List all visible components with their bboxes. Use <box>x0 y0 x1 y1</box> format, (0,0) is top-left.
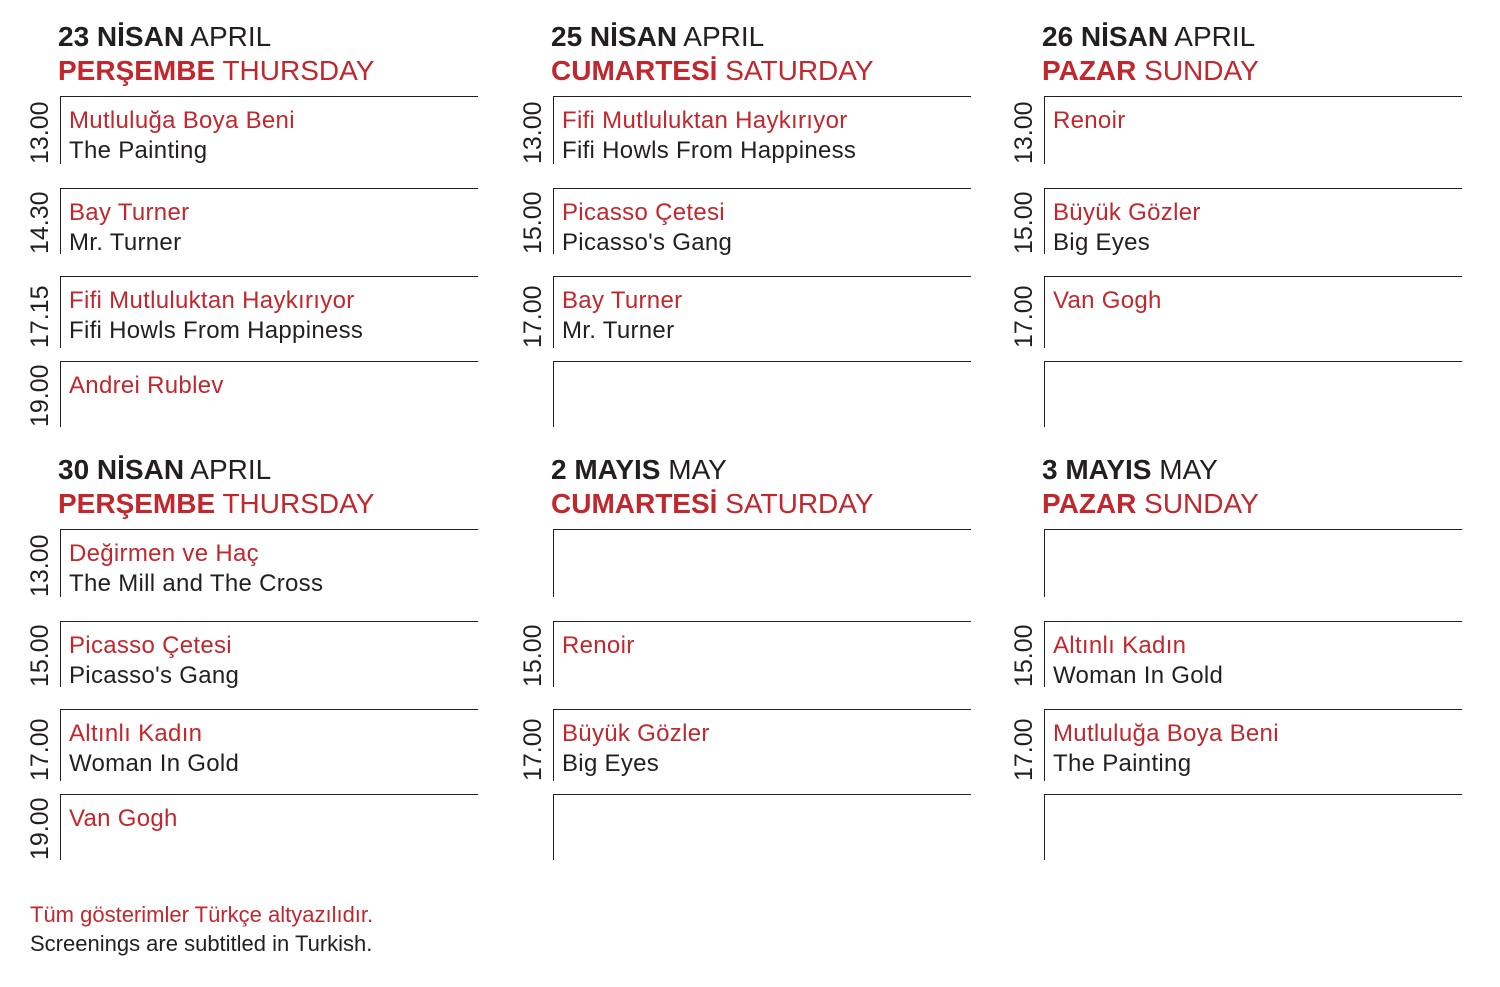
month-en: APRIL <box>1174 21 1256 52</box>
screening-time: 17.00 <box>519 285 547 348</box>
day-header <box>58 20 374 88</box>
screening-slot <box>26 621 478 689</box>
screening-slot <box>519 188 971 256</box>
screening-time: 13.00 <box>26 101 54 164</box>
subtitle-note-tr: Tüm gösterimler Türkçe altyazılıdır. <box>30 902 374 927</box>
screening-slot <box>1014 529 1462 597</box>
date-line <box>551 453 874 487</box>
weekday-tr: PERŞEMBE <box>58 55 216 86</box>
film-title-en: The Painting <box>69 137 208 164</box>
film-title-en: Big Eyes <box>562 750 660 777</box>
screening-slot <box>26 361 478 427</box>
screening-time: 15.00 <box>519 191 547 254</box>
film-title-en: Mr. Turner <box>562 317 675 344</box>
screening-slot <box>26 794 478 860</box>
weekday-en: THURSDAY <box>222 55 375 86</box>
film-title-tr: Mutluluğa Boya Beni <box>1053 720 1279 747</box>
weekday-line <box>1042 487 1259 521</box>
date-tr: 25 NİSAN <box>551 21 678 52</box>
subtitle-note-en: Screenings are subtitled in Turkish. <box>30 931 373 956</box>
date-tr: 30 NİSAN <box>58 454 185 485</box>
screening-time: 19.00 <box>26 364 54 427</box>
screening-slot <box>26 529 478 597</box>
weekday-tr: CUMARTESİ <box>551 488 718 519</box>
screening-time: 15.00 <box>519 624 547 687</box>
film-title-en: The Mill and The Cross <box>69 570 324 597</box>
film-title-tr: Değirmen ve Haç <box>69 540 259 567</box>
date-line <box>58 453 374 487</box>
day-header <box>58 453 374 521</box>
film-title-en: The Painting <box>1053 750 1192 777</box>
film-title-tr: Andrei Rublev <box>69 372 224 399</box>
slot-frame <box>553 794 971 860</box>
day-header <box>551 453 874 521</box>
screening-time: 14.30 <box>26 191 54 254</box>
date-line <box>58 20 374 54</box>
screening-slot <box>523 529 971 597</box>
screening-time: 15.00 <box>1010 624 1038 687</box>
weekday-en: THURSDAY <box>222 488 375 519</box>
screening-slot <box>26 709 478 781</box>
screening-time: 17.00 <box>1010 285 1038 348</box>
month-en: MAY <box>1159 454 1218 485</box>
screening-time: 13.00 <box>26 534 54 597</box>
film-title-en: Fifi Howls From Happiness <box>562 137 857 164</box>
weekday-tr: PERŞEMBE <box>58 488 216 519</box>
month-en: APRIL <box>190 21 272 52</box>
film-title-tr: Fifi Mutluluktan Haykırıyor <box>562 107 848 134</box>
film-title-tr: Renoir <box>1053 107 1126 134</box>
screening-slot <box>26 188 478 256</box>
film-title-en: Woman In Gold <box>1053 662 1224 689</box>
month-en: APRIL <box>683 21 765 52</box>
screening-slot <box>1014 794 1462 860</box>
screening-slot <box>519 96 971 164</box>
film-title-tr: Fifi Mutluluktan Haykırıyor <box>69 287 355 314</box>
screening-time: 15.00 <box>26 624 54 687</box>
screening-slot <box>1014 361 1462 427</box>
film-title-en: Woman In Gold <box>69 750 240 777</box>
screening-slot <box>519 276 971 348</box>
day-header <box>1042 453 1259 521</box>
date-line <box>1042 20 1259 54</box>
screening-time: 13.00 <box>519 101 547 164</box>
screening-time: 15.00 <box>1010 191 1038 254</box>
date-tr: 26 NİSAN <box>1042 21 1169 52</box>
date-tr: 2 MAYIS <box>551 454 661 485</box>
slot-frame <box>1044 529 1462 597</box>
film-title-tr: Picasso Çetesi <box>562 199 725 226</box>
weekday-line <box>1042 54 1259 88</box>
screening-slot <box>1010 96 1462 164</box>
film-title-en: Fifi Howls From Happiness <box>69 317 364 344</box>
date-line <box>1042 453 1259 487</box>
day-header <box>551 20 874 88</box>
date-tr: 23 NİSAN <box>58 21 185 52</box>
screening-slot <box>523 361 971 427</box>
weekday-en: SUNDAY <box>1144 488 1259 519</box>
film-title-tr: Renoir <box>562 632 635 659</box>
screening-slot <box>26 96 478 164</box>
screening-time: 17.00 <box>1010 718 1038 781</box>
film-title-en: Picasso's Gang <box>69 662 240 689</box>
weekday-line <box>58 487 374 521</box>
film-title-tr: Picasso Çetesi <box>69 632 232 659</box>
screening-slot <box>1010 188 1462 256</box>
screening-slot <box>519 709 971 781</box>
screening-time: 17.00 <box>26 718 54 781</box>
slot-frame <box>553 529 971 597</box>
screening-slot <box>1010 621 1462 689</box>
date-line <box>551 20 874 54</box>
day-header <box>1042 20 1259 88</box>
film-title-tr: Büyük Gözler <box>562 720 710 747</box>
film-title-en: Mr. Turner <box>69 229 182 256</box>
slot-frame <box>1044 361 1462 427</box>
film-title-en: Picasso's Gang <box>562 229 733 256</box>
screening-time: 13.00 <box>1010 101 1038 164</box>
film-title-tr: Bay Turner <box>562 287 683 314</box>
screening-time: 17.15 <box>26 285 54 348</box>
film-title-tr: Van Gogh <box>69 805 178 832</box>
screening-time: 19.00 <box>26 797 54 860</box>
month-en: MAY <box>668 454 727 485</box>
weekday-en: SATURDAY <box>725 488 874 519</box>
film-title-tr: Altınlı Kadın <box>69 720 203 747</box>
weekday-tr: CUMARTESİ <box>551 55 718 86</box>
screening-slot <box>519 621 971 687</box>
slot-frame <box>1044 794 1462 860</box>
screening-slot <box>1010 276 1462 348</box>
film-title-tr: Mutluluğa Boya Beni <box>69 107 295 134</box>
film-title-tr: Büyük Gözler <box>1053 199 1201 226</box>
weekday-line <box>551 54 874 88</box>
subtitle-note <box>30 900 373 958</box>
film-title-tr: Bay Turner <box>69 199 190 226</box>
weekday-line <box>58 54 374 88</box>
film-title-en: Big Eyes <box>1053 229 1151 256</box>
slot-frame <box>553 361 971 427</box>
date-tr: 3 MAYIS <box>1042 454 1152 485</box>
weekday-en: SUNDAY <box>1144 55 1259 86</box>
screening-time: 17.00 <box>519 718 547 781</box>
weekday-en: SATURDAY <box>725 55 874 86</box>
screening-slot <box>1010 709 1462 781</box>
screening-slot <box>26 276 478 348</box>
screening-slot <box>523 794 971 860</box>
weekday-tr: PAZAR <box>1042 55 1137 86</box>
weekday-line <box>551 487 874 521</box>
film-title-tr: Van Gogh <box>1053 287 1162 314</box>
month-en: APRIL <box>190 454 272 485</box>
film-title-tr: Altınlı Kadın <box>1053 632 1187 659</box>
weekday-tr: PAZAR <box>1042 488 1137 519</box>
